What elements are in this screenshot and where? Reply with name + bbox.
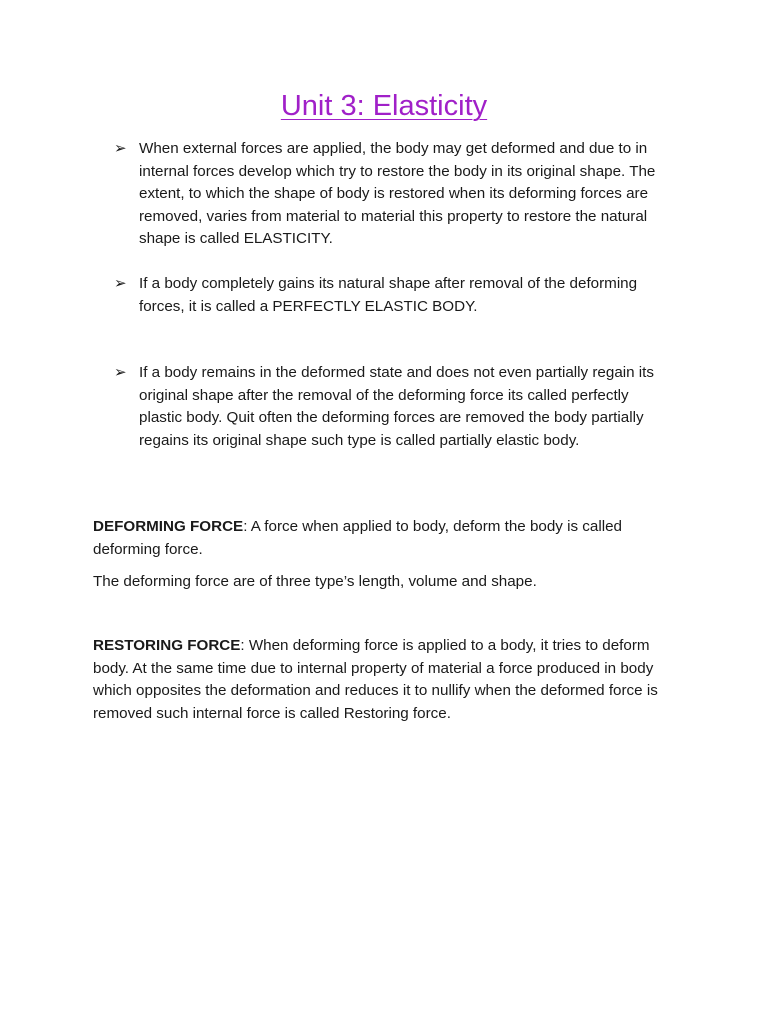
deforming-types-paragraph: The deforming force are of three type’s length, volume and shape. bbox=[93, 573, 537, 590]
bullet-text: When external forces are applied, the body may get deformed and due to in internal forces develop which try to restore the body in its original shape. The extent, to which the shape of body is restored when its deforming forces are removed, varies from material to material this property to restore the natural shape is called ELASTICITY. bbox=[139, 140, 656, 248]
bullet-list bbox=[114, 138, 674, 453]
deforming-force-paragraph bbox=[93, 516, 675, 561]
deforming-force-definition: : A force when applied to body, deform the body is called deforming force. bbox=[93, 518, 622, 558]
restoring-force-definition: : When deforming force is applied to a body, it tries to deform body. At the same time due to internal property of material a force produced in body which opposites the deformation and reduces it to nullify when the deformed force is removed such internal force is called Restoring force. bbox=[93, 637, 658, 722]
list-item bbox=[114, 138, 674, 251]
arrow-bullet-icon: ➢ bbox=[114, 364, 127, 382]
list-item bbox=[114, 273, 674, 318]
arrow-bullet-icon: ➢ bbox=[114, 274, 127, 292]
page-title: Unit 3: Elasticity bbox=[280, 90, 488, 122]
bullet-text: If a body remains in the deformed state and does not even partially regain its original shape after the removal of the deforming force its called perfectly plastic body. Quit often the deforming forces are removed the body partially regains its original shape such type is called partially elastic body. bbox=[139, 364, 654, 449]
restoring-force-paragraph bbox=[93, 635, 675, 725]
arrow-bullet-icon: ➢ bbox=[114, 140, 127, 157]
bullet-text: If a body completely gains its natural shape after removal of the deforming forces, it is called a PERFECTLY ELASTIC BODY. bbox=[139, 274, 638, 315]
list-item bbox=[114, 362, 674, 452]
deforming-force-term: DEFORMING FORCE bbox=[93, 518, 244, 535]
restoring-force-term: RESTORING FORCE bbox=[93, 637, 241, 654]
